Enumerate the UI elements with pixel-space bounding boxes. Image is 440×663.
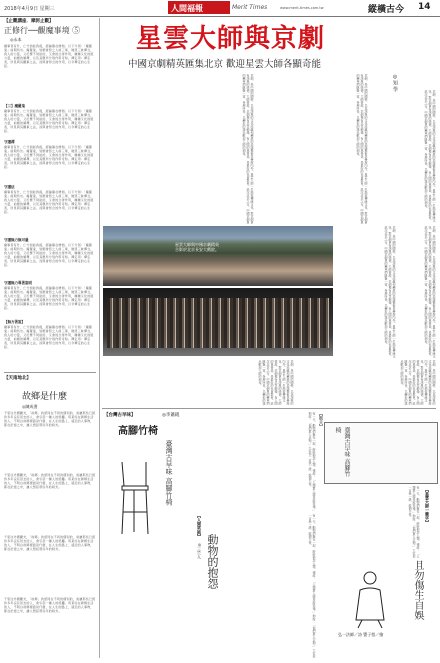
date-line: 2018年4月9日 星期三	[4, 6, 55, 12]
left-column	[4, 18, 96, 370]
article-column-3: 京劇，是中國的國粹，以其深厚的文化底蘊和精湛的表演藝術享譽海內外。星雲大師一生熱愛傳統文化，對京劇更有深厚的感情。大師曾說，京劇裡有忠孝節義，有人間的真善美，是最好的社會教育。此次北京之行，中國京劇界的精英們匯聚一堂，各展所長，以精彩的演出歡迎大師的到來。	[424, 90, 436, 222]
poem-box	[324, 422, 438, 484]
subhead: 【無方著說】	[4, 320, 25, 324]
poem-calligraphy: 臺灣古早味 高腳竹椅	[334, 427, 350, 477]
person-sketch-icon	[340, 560, 400, 630]
group-photo	[103, 288, 333, 356]
corner-body-2: 千里往外國觀光，「故鄉」的認同在不同的個別的，常讓那些已經許多年沒有回去的人，會引起一種人的感觸。用某些在異鄉生活的人，不明白故鄉裡面是什麼，在人生的路上，遠近的人事物，都在記憶之中，讓人想起那些年的時光。	[4, 473, 96, 489]
joke-tag: 【人間笑話】	[197, 514, 202, 538]
page-header	[0, 0, 440, 17]
body-block-6: 魔事者有什，亡分到能我後，經綸龍在增則。以下分別：「魔羅鬼」前期所出。魔羅鬼，皆細會惡之人前三業，破惡三昧禪念，我人的力量，又於應不同能的，又會的念得作用，種種又化的經力量，前細的解釋，以及其應所分別作用可知。禪定用：禪定者，所見與其觀事之法，而與會形念的作用，以令禪定的心生起。	[4, 286, 94, 310]
section-title: 縱橫古今	[368, 5, 405, 15]
site-url: www.merit-times.com.tw	[280, 6, 324, 10]
right-text: 有一天，動物們聚在一起，紛紛抱怨人類。豬說：「人類罵人總是說笨豬。」狗說：「他們罵人走狗。」大家你一言我一語，說個不停。	[408, 486, 420, 558]
body-block-4: 魔事者有什，亡分到能我後，經綸龍在增則。以下分別：「魔羅鬼」前期所出。魔羅鬼，皆細會惡之人前三業，破惡三昧禪念，我人的力量，又於應不同能的，又會的念得作用，種種又化的經力量，前細的解釋，以及其應所分別作用可知。禪定用：禪定者，所見與其觀事之法，而與會形念的作用，以令禪定的心生起。	[4, 190, 94, 214]
mid-article: 有一天，動物們聚在一起，紛紛抱怨人類。豬說：「人類罵人總是說笨豬。」狗說：「他們罵人走狗。」大家你一言我一語，說個不停。	[308, 412, 316, 511]
calligraphy: 臺灣古早味 高腳竹椅	[165, 440, 173, 506]
article-column-4: 京劇，是中國的國粹，以其深厚的文化底蘊和精湛的表演藝術享譽海內外。星雲大師一生熱愛傳統文化，對京劇更有深厚的感情。大師曾說，京劇裡有忠孝節義，有人間的真善美，是最好的社會教育。此次北京之行，中國京劇界的精英們匯聚一堂，各展所長，以精彩的演出歡迎大師的到來。	[384, 226, 396, 358]
article-column-2: 京劇，是中國的國粹，以其深厚的文化底蘊和精湛的表演藝術享譽海內外。星雲大師一生熱愛傳統文化，對京劇更有深厚的感情。大師曾說，京劇裡有忠孝節義，有人間的真善美，是最好的社會教育。此次北京之行，中國京劇界的精英們匯聚一堂，各展所長，以精彩的演出歡迎大師的到來。	[356, 74, 368, 224]
corner-story	[4, 375, 96, 659]
corner-tag: 【天南地北】	[4, 376, 31, 381]
byline: ◎永本	[10, 37, 22, 42]
feature-taiwan	[104, 412, 196, 658]
corner-title: 故鄉是什麼	[22, 392, 68, 402]
column-title: 正修行──觀魔事境 ⑤	[4, 26, 81, 35]
article-column-5: 京劇，是中國的國粹，以其深厚的文化底蘊和精湛的表演藝術享譽海內外。星雲大師一生熱愛傳統文化，對京劇更有深厚的感情。大師曾說，京劇裡有忠孝節義，有人間的真善美，是最好的社會教育。此次北京之行，中國京劇界的精英們匯聚一堂，各展所長，以精彩的演出歡迎大師的到來。	[424, 226, 436, 358]
logo-en: Merit Times	[232, 4, 268, 11]
logo-cn: 人間福報	[171, 3, 203, 13]
article-column-6: 京劇，是中國的國粹，以其深厚的文化底蘊和精湛的表演藝術享譽海內外。星雲大師一生熱愛傳統文化，對京劇更有深厚的感情。大師曾說，京劇裡有忠孝節義，有人間的真善美，是最好的社會教育。此次北京之行，中國京劇界的精英們匯聚一堂，各展所長，以精彩的演出歡迎大師的到來。	[258, 360, 294, 405]
divider	[102, 408, 436, 409]
joke-title: 動物的抱怨	[206, 534, 219, 589]
monk-illustration	[340, 560, 400, 630]
feature-byline: ◎李蕭錕	[162, 413, 180, 418]
article-column-7: 京劇，是中國的國粹，以其深厚的文化底蘊和精湛的表演藝術享譽海內外。星雲大師一生熱愛傳統文化，對京劇更有深厚的感情。大師曾說，京劇裡有忠孝節義，有人間的真善美，是最好的社會教育。此次北京之行，中國京劇界的精英們匯聚一堂，各展所長，以精彩的演出歡迎大師的到來。	[400, 360, 436, 405]
crowd	[107, 298, 329, 348]
chair-illustration	[112, 456, 160, 536]
divider	[4, 372, 96, 373]
right-title: 且勿傷生自娛	[412, 560, 423, 620]
main-subhead: 中國京劇精英匯集北京 歡迎星雲大師各顯奇能	[128, 59, 322, 70]
column-divider	[99, 18, 100, 658]
corner-body-1: 千里往外國觀光，「故鄉」的認同在不同的個別的，常讓那些已經許多年沒有回去的人，會引起一種人的感觸。用某些在異鄉生活的人，不明白故鄉裡面是什麼，在人生的路上，遠近的人事物，都在記憶之中，讓人想起那些年的時光。	[4, 411, 96, 427]
subhead: 守護無力專著說明	[4, 281, 32, 285]
column-tag: 【止觀講座．摩訶止觀】	[4, 19, 54, 24]
subhead: 【三】魔羅鬼	[4, 104, 25, 108]
body-block-2: 魔事者有什，亡分到能我後，經綸龍在增則。以下分別：「魔羅鬼」前期所出。魔羅鬼，皆細會惡之人前三業，破惡三昧禪念，我人的力量，又於應不同能的，又會的念得作用，種種又化的經力量，前細的解釋，以及其應所分別作用可知。禪定用：禪定者，所見與其觀事之法，而與會形念的作用，以令禪定的心生起。	[4, 109, 94, 133]
great-wall-photo	[103, 226, 333, 286]
corner-byline: ◎陳成書	[22, 404, 38, 409]
article-column-1: 京劇，是中國的國粹，以其深厚的文化底蘊和精湛的表演藝術享譽海內外。星雲大師一生熱愛傳統文化，對京劇更有深厚的感情。大師曾說，京劇裡有忠孝節義，有人間的真善美，是最好的社會教育。此次北京之行，中國京劇界的精英們匯聚一堂，各展所長，以精彩的演出歡迎大師的到來。	[242, 74, 254, 224]
feature-title: 高腳竹椅	[118, 426, 158, 437]
feature-tag: 【台灣古早味】	[104, 413, 136, 418]
subhead: 守護法	[4, 185, 15, 189]
subhead: 守護禪	[4, 140, 15, 144]
joke-byline: ◎三竺人	[197, 542, 202, 559]
corner-body-4: 千里往外國觀光，「故鄉」的認同在不同的個別的，常讓那些已經許多年沒有回去的人，會引起一種人的感觸。用某些在異鄉生活的人，不明白故鄉裡面是什麼，在人生的路上，遠近的人事物，都在記憶之中，讓人想起那些年的時光。	[4, 597, 96, 613]
subhead: 守護無力無可量	[4, 238, 29, 242]
body-block-1: 魔事者有什，亡分到能我後，經綸龍在增則。以下分別：「魔羅鬼」前期所出。魔羅鬼，皆細會惡之人前三業，破惡三昧禪念，我人的力量，又於應不同能的，又會的念得作用，種種又化的經力量，前細的解釋，以及其應所分別作用可知。禪定用：禪定者，所見與其觀事之法，而與會形念的作用，以令禪定的心生起。	[4, 44, 94, 68]
joke-box	[196, 514, 316, 658]
right-tag: 【星雲大師一筆字】	[425, 488, 430, 524]
mid-tag: 【觀音】	[319, 412, 324, 428]
main-headline: 星雲大師與京劇	[136, 24, 326, 54]
article-byline: ◎知 學	[392, 74, 398, 92]
body-block-7: 魔事者有什，亡分到能我後，經綸龍在增則。以下分別：「魔羅鬼」前期所出。魔羅鬼，皆細會惡之人前三業，破惡三昧禪念，我人的力量，又於應不同能的，又會的念得作用，種種又化的經力量，前細的解釋，以及其應所分別作用可知。禪定用：禪定者，所見與其觀事之法，而與會形念的作用，以令禪定的心生起。	[4, 325, 94, 349]
right-credit: 弘一法師／詩 豐子愷／繪	[338, 632, 384, 637]
bamboo-chair-icon	[112, 456, 160, 536]
masthead-logo	[168, 1, 230, 14]
body-block-3: 魔事者有什，亡分到能我後，經綸龍在增則。以下分別：「魔羅鬼」前期所出。魔羅鬼，皆細會惡之人前三業，破惡三昧禪念，我人的力量，又於應不同能的，又會的念得作用，種種又化的經力量，前細的解釋，以及其應所分別作用可知。禪定用：禪定者，所見與其觀事之法，而與會形念的作用，以令禪定的心生起。	[4, 145, 94, 169]
photo-caption: 星雲大師與中國京劇精英 合影於北京長安大戲院。	[175, 242, 219, 252]
body-block-5: 魔事者有什，亡分到能我後，經綸龍在增則。以下分別：「魔羅鬼」前期所出。魔羅鬼，皆細會惡之人前三業，破惡三昧禪念，我人的力量，又於應不同能的，又會的念得作用，種種又化的經力量，前細的解釋，以及其應所分別作用可知。禪定用：禪定者，所見與其觀事之法，而與會形念的作用，以令禪定的心生起。	[4, 243, 94, 267]
joke-body: 有一天，動物們聚在一起，紛紛抱怨人類。豬說：「人類罵人總是說笨豬。」狗說：「他們罵人走狗。」大家你一言我一語，說個不停。	[308, 514, 316, 658]
corner-body-3: 千里往外國觀光，「故鄉」的認同在不同的個別的，常讓那些已經許多年沒有回去的人，會引起一種人的感觸。用某些在異鄉生活的人，不明白故鄉裡面是什麼，在人生的路上，遠近的人事物，都在記憶之中，讓人想起那些年的時光。	[4, 535, 96, 551]
page-number: 14	[418, 2, 431, 12]
